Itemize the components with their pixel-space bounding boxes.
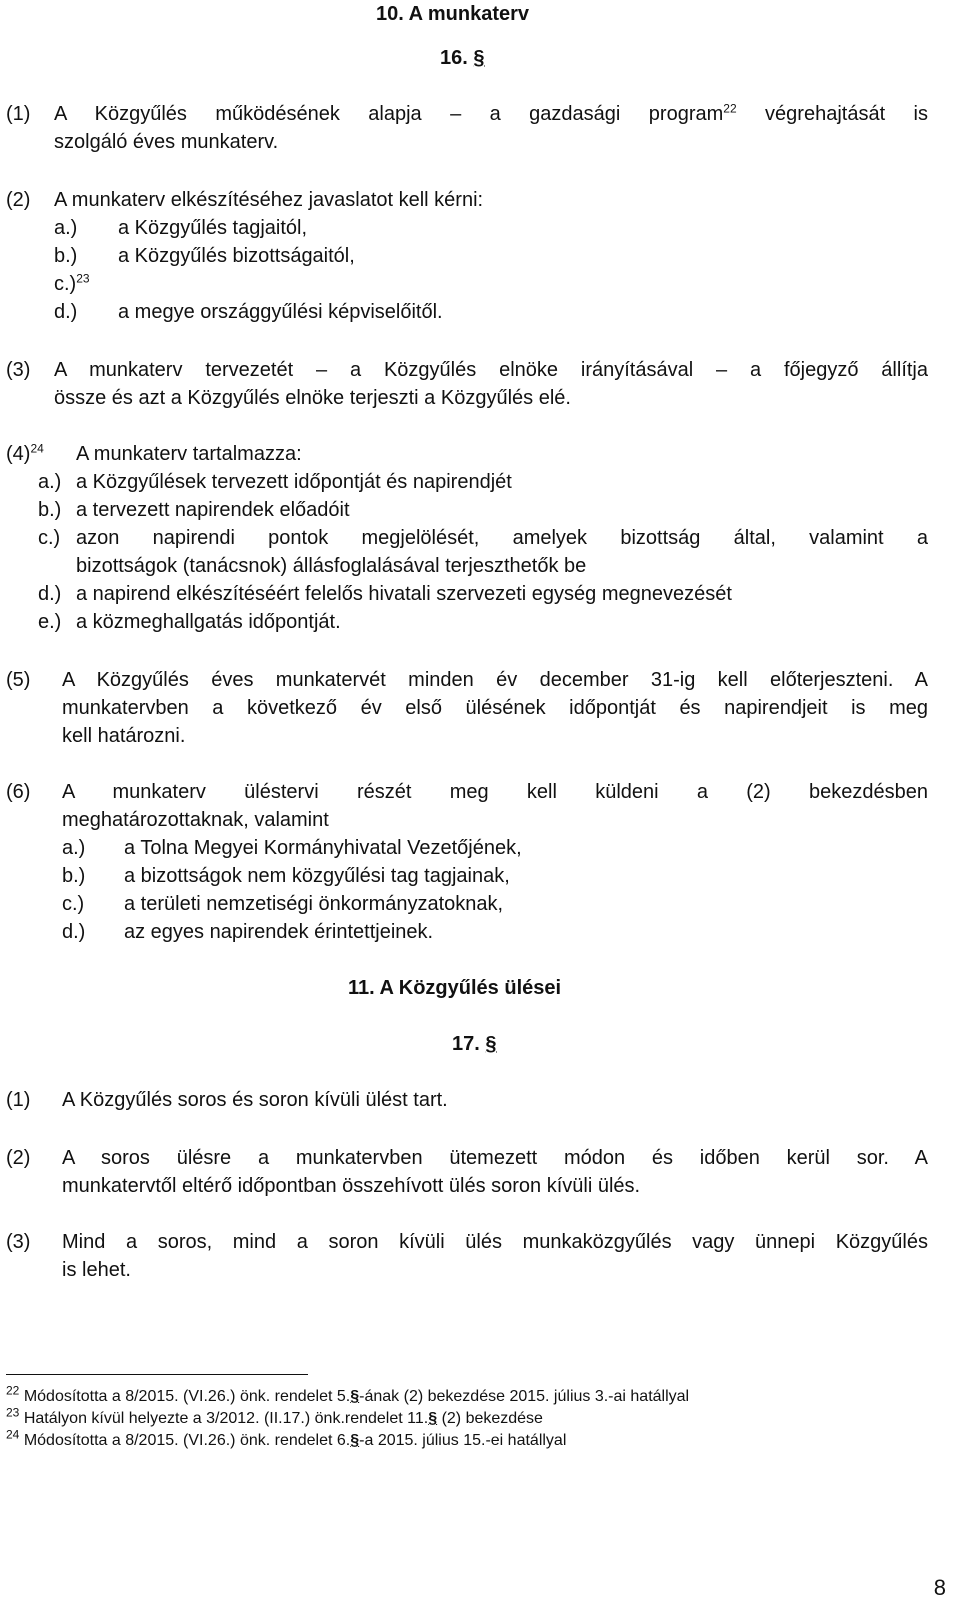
paragraph-text: meghatározottaknak, valamint	[62, 809, 329, 831]
section-number: 16.	[440, 47, 468, 69]
list-label: a.)	[54, 217, 78, 239]
list-item: azon napirendi pontok megjelölését, amelyek bizottság által, valamint a	[76, 527, 928, 549]
section-heading	[452, 1030, 497, 1058]
paragraph-number: (3)	[6, 359, 31, 381]
paragraph-text: A munkaterv tartalmazza:	[76, 443, 302, 465]
section-link[interactable]: §	[485, 1033, 497, 1055]
list-item: a területi nemzetiségi önkormányzatoknak,	[124, 893, 504, 915]
chapter-title: 10. A munkaterv	[376, 3, 530, 25]
list-label: a.)	[38, 471, 62, 493]
list-label: a.)	[62, 837, 86, 859]
paragraph-text: A Közgyűlés soros és soron kívüli ülést tart.	[62, 1089, 448, 1111]
paragraph-number: (1)	[6, 103, 31, 125]
list-item: bizottságok (tanácsnok) állásfoglalásával terjeszthetők be	[76, 555, 587, 577]
list-label: b.)	[38, 499, 62, 521]
list-label: b.)	[62, 865, 86, 887]
section-number: 17.	[452, 1033, 480, 1055]
paragraph-text: A munkaterv elkészítéséhez javaslatot kell kérni:	[54, 189, 484, 211]
footnote: $^{23}$ Hatályon kívül helyezte a 3/2012. (II.17.) önk.rendelet 11.§ (2) bekezdése	[6, 1405, 543, 1427]
paragraph-text: munkatervtől eltérő időpontban összehívott ülés soron kívüli ülés.	[62, 1175, 641, 1197]
paragraph-text: Mind a soros, mind a soron kívüli ülés munkaközgyűlés vagy ünnepi Közgyűlés	[62, 1231, 928, 1253]
list-item: a Tolna Megyei Kormányhivatal Vezetőjének,	[124, 837, 522, 859]
chapter-title: 11. A Közgyűlés ülései	[348, 977, 562, 999]
list-item: az egyes napirendek érintettjeinek.	[124, 921, 434, 943]
footnote-ref[interactable]: 23	[76, 271, 90, 286]
paragraph-number: $(4)^{24}$	[6, 441, 44, 465]
paragraph-text: munkatervben a következő év első ülésének időpontját és napirendjeit is meg	[62, 697, 928, 719]
paragraph-text: kell határozni.	[62, 725, 186, 747]
footnote-divider	[6, 1374, 308, 1375]
section-heading	[440, 44, 485, 72]
list-item: a bizottságok nem közgyűlési tag tagjainak,	[124, 865, 510, 887]
list-item: a közmeghallgatás időpontját.	[76, 611, 341, 633]
list-item: a megye országgyűlési képviselőitől.	[118, 301, 443, 323]
list-label: d.)	[54, 301, 78, 323]
paragraph-text: A munkaterv üléstervi részét meg kell küldeni a (2) bekezdésben	[62, 781, 928, 803]
list-label: c.)	[38, 527, 61, 549]
section-link[interactable]: §	[473, 47, 485, 69]
list-item: a Közgyűlés tagjaitól,	[118, 217, 308, 239]
list-item: a Közgyűlések tervezett időpontját és napirendjét	[76, 471, 512, 493]
section-link[interactable]: §	[350, 1432, 360, 1449]
list-item: a Közgyűlés bizottságaitól,	[118, 245, 355, 267]
list-item: a napirend elkészítéséért felelős hivatali szervezeti egység megnevezését	[76, 583, 732, 605]
footnote-ref[interactable]: 24	[30, 441, 44, 456]
footnote: $^{24}$ Módosította a 8/2015. (VI.26.) önk. rendelet 6.§-a 2015. július 15.-ei hatállyal	[6, 1427, 567, 1449]
list-label: e.)	[38, 611, 62, 633]
paragraph-number: (2)	[6, 1147, 31, 1169]
page-number: 8	[933, 1575, 946, 1600]
paragraph-text: is lehet.	[62, 1259, 131, 1281]
list-label: d.)	[62, 921, 86, 943]
section-link[interactable]: §	[428, 1410, 438, 1427]
list-label: d.)	[38, 583, 62, 605]
list-label: c.)	[62, 893, 85, 915]
footnote-ref[interactable]: 22	[723, 101, 737, 116]
paragraph-number: (5)	[6, 669, 31, 691]
footnote-number: 23	[6, 1405, 20, 1420]
footnote: $^{22}$ Módosította a 8/2015. (VI.26.) önk. rendelet 5.§-ának (2) bekezdése 2015. július 3.-ai hatállyal	[6, 1383, 690, 1405]
paragraph-number: (1)	[6, 1089, 31, 1111]
section-link[interactable]: §	[350, 1388, 360, 1405]
footnote-number: 24	[6, 1427, 20, 1442]
paragraph-text: A Közgyűlés működésének alapja – a gazdasági program$^{22}$ végrehajtását is	[54, 101, 928, 125]
list-label: c.)$^{23}$	[54, 271, 90, 295]
list-item: a tervezett napirendek előadóit	[76, 499, 350, 521]
paragraph-text: össze és azt a Közgyűlés elnöke terjeszti a Közgyűlés elé.	[54, 387, 571, 409]
list-label: b.)	[54, 245, 78, 267]
paragraph-text: A munkaterv tervezetét – a Közgyűlés elnöke irányításával – a főjegyző állítja	[54, 359, 928, 381]
paragraph-text: A soros ülésre a munkatervben ütemezett módon és időben kerül sor. A	[62, 1147, 928, 1169]
paragraph-text: A Közgyűlés éves munkatervét minden év december 31-ig kell előterjeszteni. A	[62, 669, 928, 691]
footnote-number: 22	[6, 1383, 20, 1398]
paragraph-number: (3)	[6, 1231, 31, 1253]
paragraph-text: szolgáló éves munkaterv.	[54, 131, 279, 153]
paragraph-number: (2)	[6, 189, 31, 211]
paragraph-number: (6)	[6, 781, 31, 803]
